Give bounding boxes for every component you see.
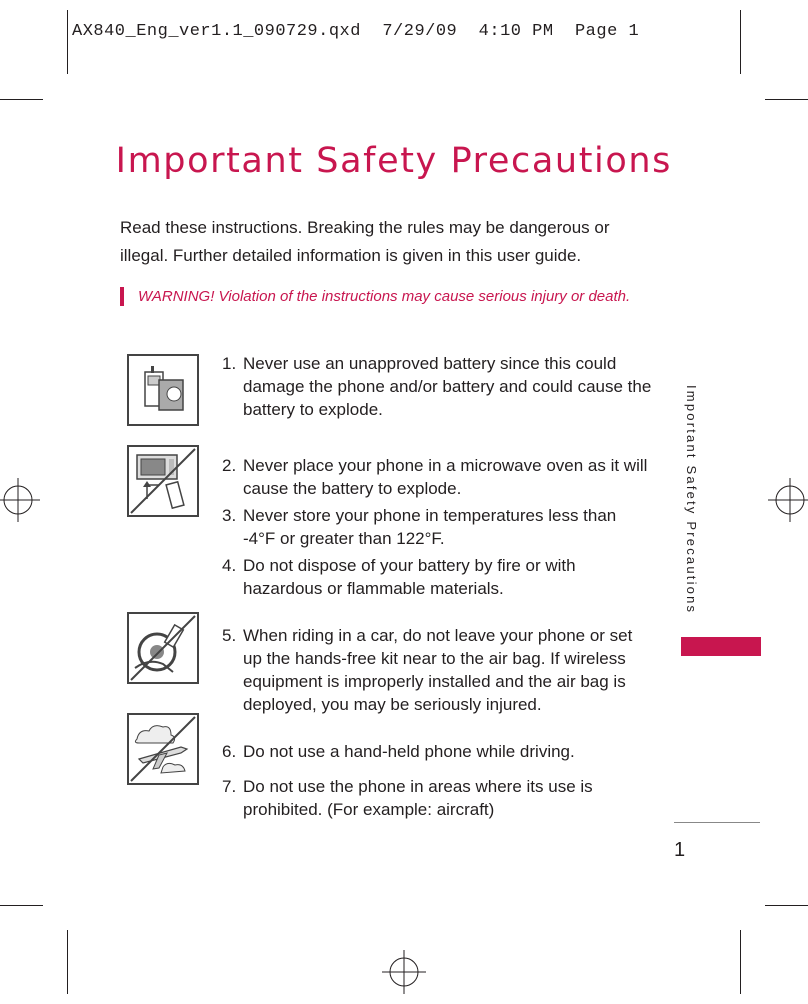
crop-mark bbox=[67, 10, 68, 74]
list-item-text: Never place your phone in a microwave oven as it will cause the battery to explode. bbox=[243, 456, 648, 498]
no-airbag-icon bbox=[127, 612, 199, 684]
list-item-number: 4. bbox=[222, 556, 237, 575]
intro-paragraph: Read these instructions. Breaking the rules may be dangerous or illegal. Further detailed information is given in this user guide. bbox=[120, 218, 610, 265]
list-item bbox=[222, 624, 652, 716]
page-number: 1 bbox=[674, 839, 686, 861]
list-item bbox=[222, 740, 652, 763]
registration-mark-right bbox=[768, 478, 808, 522]
crop-mark bbox=[67, 930, 68, 994]
crop-mark bbox=[0, 905, 43, 906]
list-item-text: Do not use the phone in areas where its use is prohibited. (For example: aircraft) bbox=[243, 777, 593, 819]
list-item-number: 2. bbox=[222, 456, 237, 475]
list-item bbox=[222, 504, 652, 550]
crop-mark bbox=[765, 905, 808, 906]
print-slug: AX840_Eng_ver1.1_090729.qxd 7/29/09 4:10 PM Page 1 bbox=[72, 22, 640, 41]
crop-mark bbox=[0, 99, 43, 100]
warning-callout: WARNING! Violation of the instructions may cause serious injury or death. bbox=[120, 287, 648, 306]
list-item-text: Do not use a hand-held phone while driving. bbox=[243, 742, 575, 761]
side-tab-label: Important Safety Precautions bbox=[684, 385, 699, 615]
list-item-number: 7. bbox=[222, 777, 237, 796]
no-microwave-icon bbox=[127, 445, 199, 517]
page-number-rule bbox=[674, 822, 760, 823]
battery-phone-icon bbox=[127, 354, 199, 426]
no-aircraft-icon bbox=[127, 713, 199, 785]
list-item-number: 1. bbox=[222, 354, 237, 373]
list-item bbox=[222, 352, 652, 421]
crop-mark bbox=[740, 930, 741, 994]
crop-mark bbox=[740, 10, 741, 74]
side-tab-marker bbox=[681, 637, 761, 656]
registration-mark-left bbox=[0, 478, 40, 522]
safety-list bbox=[222, 352, 652, 821]
list-item-text: Do not dispose of your battery by fire or with hazardous or flammable materials. bbox=[243, 556, 576, 598]
list-item bbox=[222, 554, 652, 600]
list-item bbox=[222, 454, 652, 500]
list-item-number: 5. bbox=[222, 626, 237, 645]
list-item-text: Never store your phone in temperatures less than -4°F or greater than 122°F. bbox=[243, 506, 617, 548]
list-item-text: Never use an unapproved battery since this could damage the phone and/or battery and could cause the battery to explode. bbox=[243, 354, 652, 419]
page-title: Important Safety Precautions bbox=[115, 141, 672, 181]
list-item bbox=[222, 775, 652, 821]
list-item-text: When riding in a car, do not leave your phone or set up the hands-free kit near to the air bag. If wireless equipment is improperly installed and the air bag is deployed, you may be seriously injured. bbox=[243, 626, 633, 714]
list-item-number: 6. bbox=[222, 742, 237, 761]
registration-mark-bottom bbox=[382, 950, 426, 994]
list-item-number: 3. bbox=[222, 506, 237, 525]
crop-mark bbox=[765, 99, 808, 100]
